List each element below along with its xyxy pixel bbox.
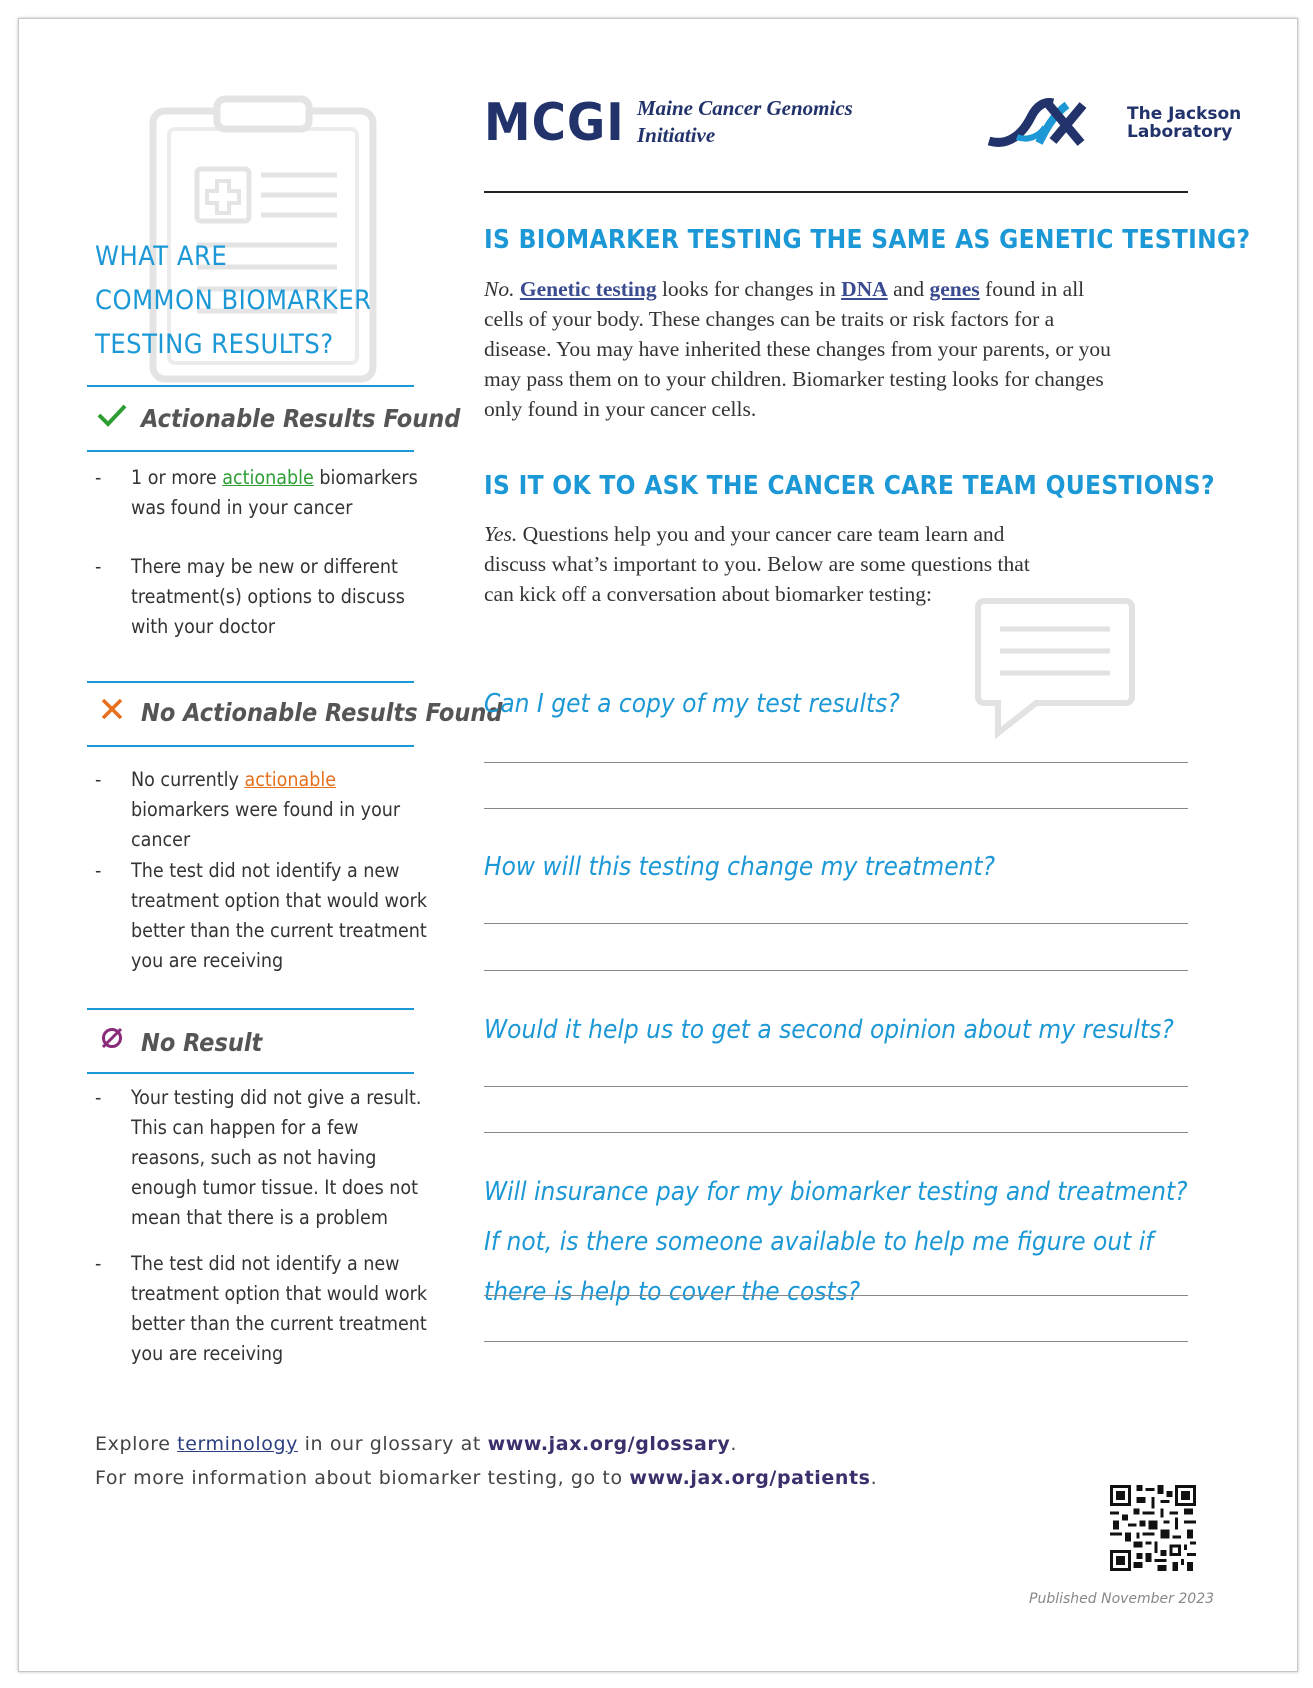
paragraph-text: looks for changes in <box>656 277 842 301</box>
footer-glossary-line <box>95 1433 737 1455</box>
glossary-link-actionable[interactable]: actionable <box>244 768 337 791</box>
divider <box>87 1072 414 1074</box>
bullet-text: biomarkers was found in your cancer <box>131 466 418 519</box>
patients-url-link[interactable]: www.jax.org/patients <box>629 1467 871 1489</box>
paragraph-text: Questions help you and your cancer care team learn and discuss what’s important to you. Below are some questions that can kick off a conversation about biomarker testing: <box>484 522 1030 606</box>
section-heading-actionable <box>95 403 460 433</box>
sidebar-title-line: COMMON BIOMARKER <box>95 285 372 316</box>
qr-code-icon[interactable] <box>1110 1485 1196 1571</box>
footer-text: For more information about biomarker testing, go to <box>95 1467 630 1489</box>
section-heading-text: Actionable Results Found <box>141 404 461 433</box>
empty-set-icon <box>95 1025 129 1057</box>
footer-text: in our glossary at <box>298 1433 488 1455</box>
document-page: WHAT ARE COMMON BIOMARKER TESTING RESULTS? Actionable Results Found - 1 or more actionable biomarkers was found in your cancer - There may be new or different treatment(s) options to discuss with your doctor No Actionable Results Found - No currently actionable biomarkers were found in your cancer - The test did not identify a new treatment option that would work better than the current treatment you are receiving No Result - Your testing did not give a result. This can happen for a few reasons, such as not having enough tumor tissue. It does not mean that there is a problem - The test did not identify a new treatment option that would work better than the current treatment you are receiving MCGI Maine Cancer Genomics Initiative The Jackson Laboratory IS BIOMARKER TESTING THE SAME AS GENETIC TESTING? No. Genetic testing looks for changes in DNA and genes found in all cells of your body. These changes can be traits or risk factors for a disease. You may have inherited these changes from your parents, or you may pass them on to your children. Biomarker testing looks for changes only found in your cancer cells. IS IT OK TO ASK THE CANCER CARE TEAM QUESTIONS? Yes. Questions help you and your cancer care team learn and discuss what’s important to you. Below are some questions that can kick off a conversation about biomarker testing: Can I get a copy of my test results? How will this testing change my treatment? Would it help us to get a second opinion about my results? Will insurance pay for my biomarker testing and treatment? If not, is there someone available to help me figure out if there is help to cover the costs? Explore terminology in our glossary at www.jax.org/glossary. For more information about biomarker testing, go to www.jax.org/patients. Published November 2023 <box>18 18 1298 1672</box>
jax-text-line: Laboratory <box>1127 122 1233 142</box>
check-icon <box>95 403 129 433</box>
question-prompt: Would it help us to get a second opinion about my results? <box>484 1015 1174 1045</box>
footer-text: . <box>870 1467 878 1489</box>
answer-line[interactable] <box>484 970 1188 971</box>
bullet-text: Your testing did not give a result. This can happen for a few reasons, such as not having enough tumor tissue. It does not mean that there is a problem <box>131 1086 422 1229</box>
paragraph-lead: Yes. <box>484 522 518 546</box>
divider <box>87 450 414 452</box>
paragraph-genetic-testing <box>484 274 1124 424</box>
bullet-text: The test did not identify a new treatment option that would work better than the current treatment you are receiving <box>131 859 427 972</box>
answer-line[interactable] <box>484 1295 1188 1296</box>
paragraph-text: and <box>887 277 930 301</box>
question-prompt: How will this testing change my treatment? <box>484 852 995 882</box>
mcgi-subtitle-line: Maine Cancer Genomics <box>637 96 853 120</box>
glossary-link-terminology[interactable]: terminology <box>177 1433 299 1455</box>
published-date: Published November 2023 <box>1029 1591 1215 1607</box>
x-icon <box>95 697 129 727</box>
section-heading-text: No Actionable Results Found <box>141 698 503 727</box>
glossary-link-actionable[interactable]: actionable <box>222 466 314 489</box>
footer-text: . <box>730 1433 738 1455</box>
glossary-url-link[interactable]: www.jax.org/glossary <box>487 1433 731 1455</box>
bullet-text: No currently <box>131 768 245 791</box>
answer-line[interactable] <box>484 808 1188 809</box>
question-prompt: Can I get a copy of my test results? <box>484 689 900 719</box>
bullet-text: There may be new or different treatment(s) options to discuss with your doctor <box>131 555 405 638</box>
paragraph-ask-questions <box>484 519 1044 609</box>
section-heading-biomarker-vs-genetic: IS BIOMARKER TESTING THE SAME AS GENETIC TESTING? <box>484 225 1251 255</box>
glossary-link-genes[interactable]: genes <box>929 277 980 301</box>
bullet-text: biomarkers were found in your cancer <box>131 798 401 851</box>
sidebar-title <box>95 235 372 367</box>
glossary-link-dna[interactable]: DNA <box>841 277 888 301</box>
section-heading-no-actionable <box>95 697 503 727</box>
mcgi-logo-subtitle <box>637 95 853 149</box>
divider <box>87 745 414 747</box>
footer-info-line <box>95 1467 877 1489</box>
answer-line[interactable] <box>484 1132 1188 1133</box>
divider <box>87 1008 414 1010</box>
section-heading-text: No Result <box>141 1028 263 1057</box>
footer-text: Explore <box>95 1433 178 1455</box>
answer-line[interactable] <box>484 1341 1188 1342</box>
sidebar-title-line: TESTING RESULTS? <box>95 329 334 360</box>
mcgi-logo: MCGI <box>484 93 625 153</box>
answer-line[interactable] <box>484 1086 1188 1087</box>
answer-line[interactable] <box>484 762 1188 763</box>
glossary-link-genetic-testing[interactable]: Genetic testing <box>519 277 657 301</box>
divider <box>87 681 414 683</box>
header-divider <box>484 191 1188 193</box>
question-prompt: Will insurance pay for my biomarker testing and treatment? If not, is there someone available to help me figure out if there is help to cover the costs? <box>484 1177 1188 1307</box>
bullet-text: 1 or more <box>131 466 223 489</box>
mcgi-subtitle-line: Initiative <box>637 123 716 147</box>
jax-text-line: The Jackson <box>1127 104 1242 124</box>
jax-logo-icon <box>987 97 1115 149</box>
jax-logo-text <box>1127 105 1241 141</box>
bullet-text: The test did not identify a new treatment option that would work better than the current treatment you are receiving <box>131 1252 427 1365</box>
sidebar-title-line: WHAT ARE <box>95 241 228 272</box>
answer-line[interactable] <box>484 923 1188 924</box>
divider <box>87 385 414 387</box>
section-heading-no-result <box>95 1025 262 1057</box>
paragraph-lead: No. <box>484 277 515 301</box>
section-heading-ask-questions: IS IT OK TO ASK THE CANCER CARE TEAM QUESTIONS? <box>484 471 1215 501</box>
paragraph-text: found in all cells of your body. These changes can be traits or risk factors for a disease. You may have inherited these changes from your parents, or you may pass them on to your children. Biomarker testing looks for changes only found in your cancer cells. <box>484 277 1111 421</box>
